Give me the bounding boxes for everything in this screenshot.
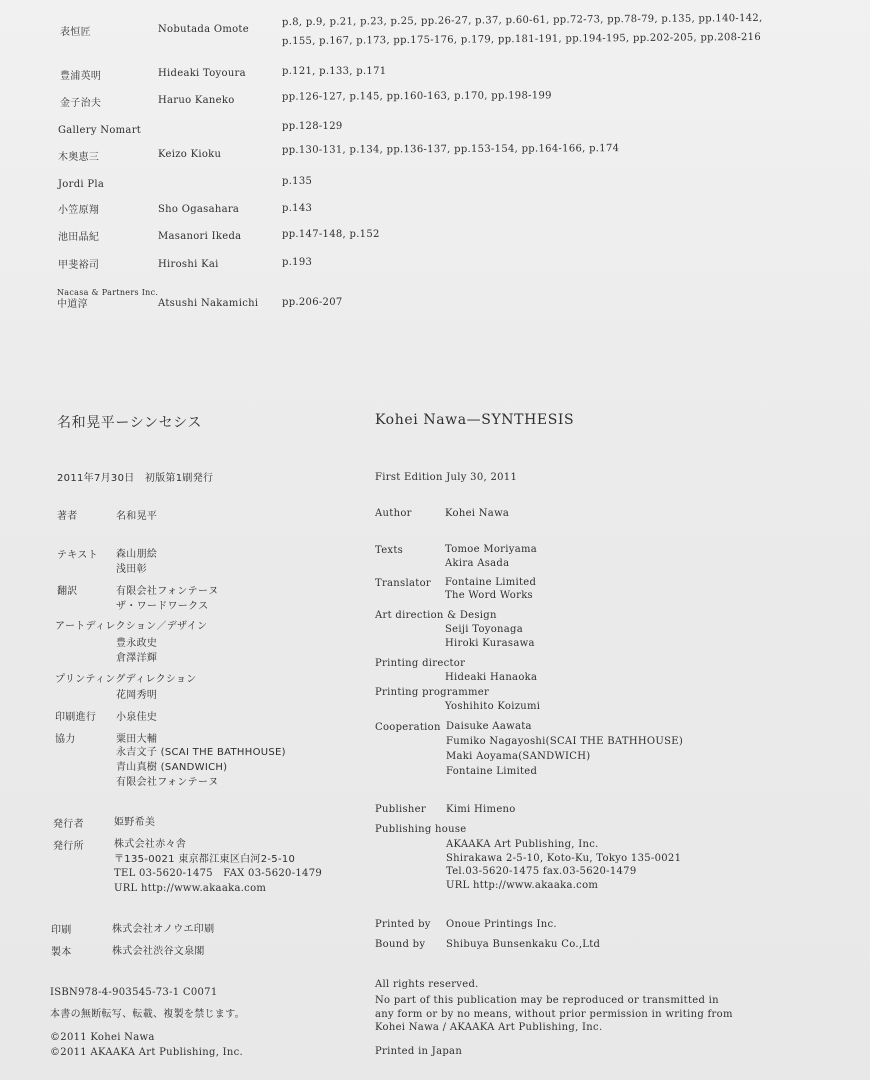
jp-design-label: アートディレクション／デザイン [55,621,208,632]
en-rights: All rights reserved. [375,979,479,990]
credit-jp-name: 甲斐裕司 [58,260,100,271]
en-translator-label: Translator [375,578,431,589]
en-house: Tel.03-5620-1475 fax.03-5620-1479 [446,866,637,877]
en-house: Shirakawa 2-5-10, Koto-Ku, Tokyo 135-0021 [446,853,682,864]
jp-book-title: 名和晃平ーシンセシス [57,415,202,431]
en-rights: Kohei Nawa / AKAAKA Art Publishing, Inc. [375,1022,603,1033]
credit-jp-name: 金子治夫 [60,98,102,109]
en-coop: Fumiko Nagayoshi(SCAI THE BATHHOUSE) [446,736,684,747]
jp-translator: ザ・ワードワークス [116,601,209,612]
en-bound: Shibuya Bunsenkaku Co.,Ltd [446,939,601,950]
en-printdir-label: Printing director [375,658,466,669]
jp-author: 名和晃平 [116,511,158,522]
en-bound-label: Bound by [375,939,426,950]
en-house-label: Publishing house [375,824,467,835]
jp-design: 倉澤洋輝 [116,653,158,664]
en-translator: Fontaine Limited [445,577,537,588]
en-publisher: Kimi Himeno [446,804,516,815]
credit-jp-name: 木奥恵三 [58,152,100,163]
en-texts: Tomoe Moriyama [445,544,538,555]
credit-pages: p.8, p.9, p.21, p.23, p.25, pp.26-27, p.37, p.60-61, pp.72-73, pp.78-79, p.135, pp.140-142, [281,12,763,29]
en-publisher-label: Publisher [375,804,426,815]
jp-texts: 浅田彰 [116,564,147,575]
jp-coop-label: 協力 [55,734,76,745]
credit-jp-name: 表恒匠 [60,27,91,38]
jp-binding-label: 製本 [51,947,72,958]
en-printdir: Hideaki Hanaoka [445,672,538,683]
credit-en-name: Sho Ogasahara [158,204,240,215]
credit-jp-name: Gallery Nomart [58,125,142,136]
jp-coop: 粟田大輔 [116,734,158,745]
jp-house-label: 発行所 [53,841,84,852]
jp-house: URL http://www.akaaka.com [114,883,267,894]
credit-note: Nacasa & Partners Inc. [57,288,159,297]
credit-jp-name: 小笠原翔 [58,205,100,216]
jp-binding: 株式会社渋谷文泉閣 [112,946,205,957]
jp-publisher-label: 発行者 [53,819,84,830]
en-coop: Fontaine Limited [446,766,538,777]
jp-texts: 森山朋絵 [116,549,158,560]
jp-progress-label: 印刷進行 [55,712,97,723]
credit-jp-name: Jordi Pla [58,179,105,190]
en-author: Kohei Nawa [445,508,510,519]
en-edition: First Edition July 30, 2011 [375,472,518,483]
jp-printing: 株式会社オノウエ印刷 [112,924,215,935]
credit-jp-name: 中道淳 [57,299,88,310]
jp-printdir-label: プリンティングディレクション [55,674,197,685]
en-house: URL http://www.akaaka.com [446,880,599,891]
jp-publisher: 姫野希美 [114,817,156,828]
jp-printing-label: 印刷 [51,925,72,936]
credit-en-name: Haruo Kaneko [158,95,235,106]
credit-pages: pp.206-207 [282,297,343,308]
credit-pages: pp.147-148, p.152 [282,229,380,240]
en-author-label: Author [375,508,412,519]
jp-author-label: 著者 [57,511,78,522]
en-printed-in: Printed in Japan [375,1046,463,1057]
jp-copyright: ©2011 AKAAKA Art Publishing, Inc. [50,1047,244,1058]
credit-pages: pp.126-127, p.145, pp.160-163, p.170, pp.198-199 [281,90,552,103]
jp-house: 〒135-0021 東京都江東区白河2-5-10 [114,854,296,865]
jp-isbn: ISBN978-4-903545-73-1 C0071 [50,987,218,998]
jp-design: 豊永政史 [116,638,158,649]
en-design: Seiji Toyonaga [445,624,523,635]
en-translator: The Word Works [445,590,533,601]
credit-pages: p.193 [282,257,313,268]
jp-translator-label: 翻訳 [57,586,78,597]
en-design: Hiroki Kurasawa [445,638,535,649]
jp-printdir: 花岡秀明 [116,690,158,701]
jp-translator: 有限会社フォンテーヌ [116,586,219,597]
en-texts-label: Texts [375,545,404,556]
credit-en-name: Atsushi Nakamichi [158,298,259,309]
credit-en-name: Keizo Kioku [158,149,222,160]
en-printed-label: Printed by [375,919,431,930]
en-programmer-label: Printing programmer [375,687,490,698]
en-coop: Maki Aoyama(SANDWICH) [446,751,591,762]
en-coop-label: Cooperation [375,722,441,733]
credit-jp-name: 池田晶紀 [58,232,100,243]
en-texts: Akira Asada [445,558,510,569]
credit-pages: p.143 [282,203,313,214]
en-house: AKAAKA Art Publishing, Inc. [446,839,599,850]
jp-copyright: ©2011 Kohei Nawa [50,1032,155,1043]
en-coop: Daisuke Aawata [446,721,532,732]
jp-coop: 青山真樹 (SANDWICH) [116,762,228,773]
credit-jp-name: 豊浦英明 [60,71,102,82]
credit-en-name: Hideaki Toyoura [158,68,246,79]
credit-pages: pp.130-131, p.134, pp.136-137, pp.153-154, pp.164-166, p.174 [281,143,620,156]
jp-progress: 小泉佳史 [116,712,158,723]
credit-pages: p.121, p.133, p.171 [282,66,387,77]
credit-pages: p.135 [282,176,313,187]
jp-rights: 本書の無断転写、転載、複製を禁じます。 [50,1009,245,1020]
credit-en-name: Masanori Ikeda [158,231,242,242]
jp-house: 株式会社赤々舎 [114,839,187,850]
credit-en-name: Nobutada Omote [158,24,249,35]
jp-coop: 有限会社フォンテーヌ [116,777,219,788]
jp-texts-label: テキスト [57,550,98,561]
en-rights: No part of this publication may be reproduced or transmitted in [375,995,719,1006]
en-book-title: Kohei Nawa—SYNTHESIS [375,412,575,428]
en-printed: Onoue Printings Inc. [446,919,557,930]
credit-pages: p.155, p.167, p.173, pp.175-176, p.179, pp.181-191, pp.194-195, pp.202-205, pp.208-216 [281,31,762,48]
en-programmer: Yoshihito Koizumi [445,701,541,712]
jp-house: TEL 03-5620-1475 FAX 03-5620-1479 [114,868,323,879]
credit-pages: pp.128-129 [282,121,343,132]
credit-en-name: Hiroshi Kai [158,259,219,270]
en-design-label: Art direction & Design [375,610,497,621]
en-rights: any form or by no means, without prior permission in writing from [375,1009,733,1020]
jp-edition: 2011年7月30日 初版第1刷発行 [57,473,214,484]
jp-coop: 永吉文子 (SCAI THE BATHHOUSE) [116,747,286,758]
